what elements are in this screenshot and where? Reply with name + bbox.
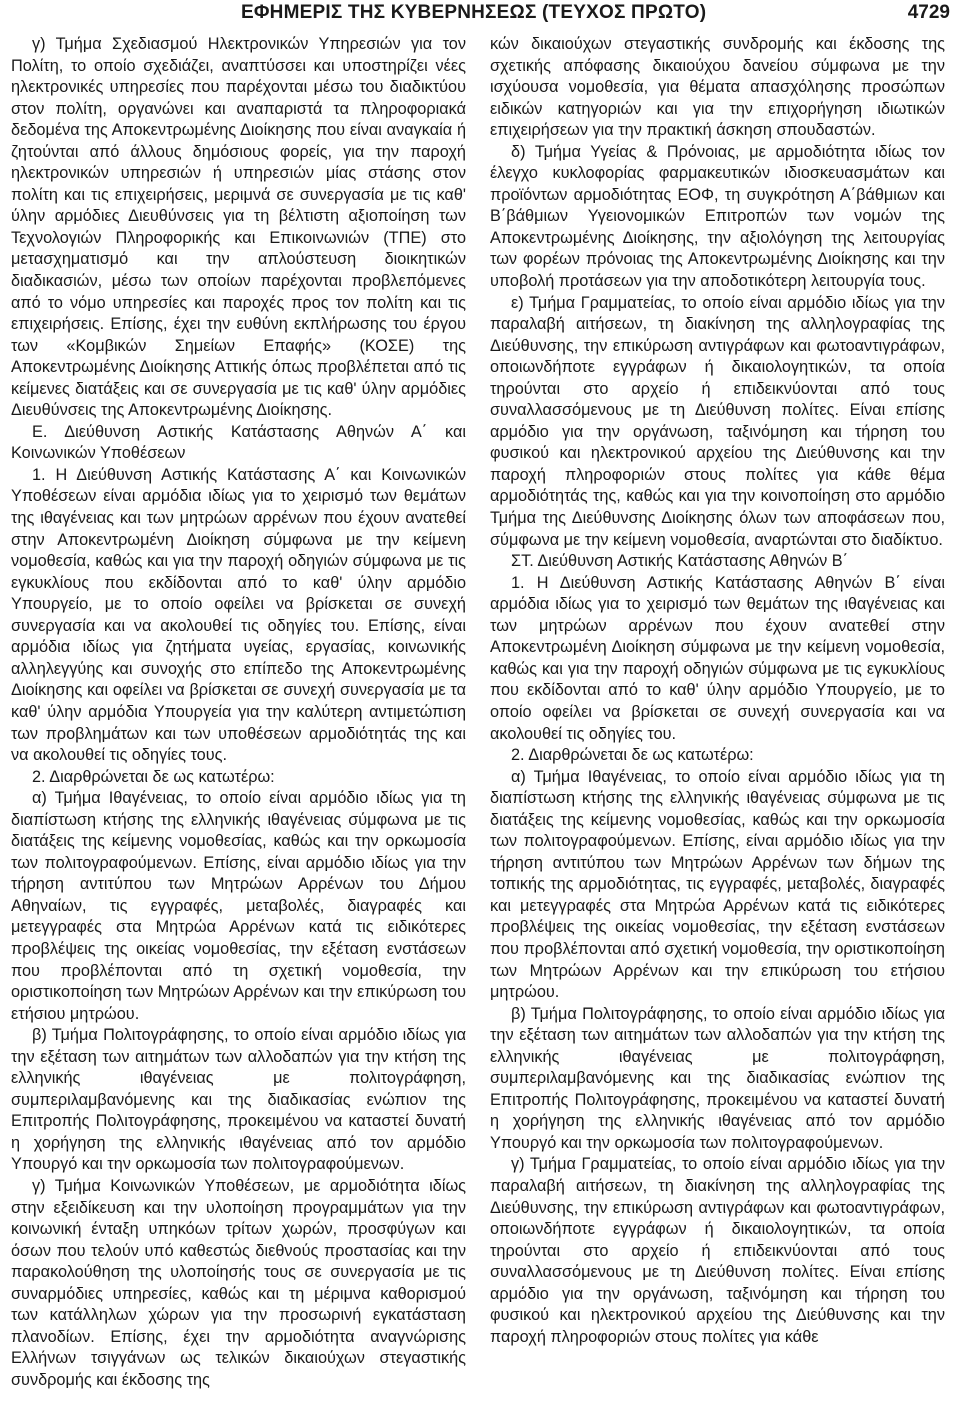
paragraph: 2. Διαρθρώνεται δε ως κατωτέρω: [32, 767, 275, 786]
right-column [490, 34, 945, 1424]
paragraph: α) Τμήμα Ιθαγένειας, το οποίο είναι αρμόδιο ιδίως για τη διαπίστωση κτήσης της ελληνικής ιθαγένειας σύμφωνα με τις διατάξεις της κείμενης νομοθεσίας, καθώς και την ορκωμοσία των πολιτογραφούμενων. Επίσης, είναι αρμόδιο ιδίως για την τήρηση αντιτύπου των Μητρώων Αρρένων του Δήμου Αθηναίων, τις εγγραφές, μεταβολές, διαγραφές και μετεγγραφές στα Μητρώα Αρρένων κατά τις ειδικότερες προβλέψεις της οικείας νομοθεσίας, την εξέταση ενστάσεων που προβλέπονται από τη σχετική νομοθεσία, την οριστικοποίηση των Μητρώων Αρρένων και την επικύρωση του ετήσιου μητρώου. [11, 789, 466, 1023]
paragraph: 1. Η Διεύθυνση Αστικής Κατάστασης Αθηνών Β΄ είναι αρμόδια ιδίως για το χειρισμό των θεμάτων της ιθαγένειας και των μητρώων αρρένων που έχουν ανατεθεί στην Αποκεντρωμένη Διοίκηση σύμφωνα με την κείμενη νομοθεσία, καθώς και για την παροχή οδηγιών σύμφωνα με τις εγκυκλίους που εκδίδονται από το καθ' ύλην αρμόδιο Υπουργείο, με το οποίο οφείλει να βρίσκεται σε συνεχή συνεργασία και να ακολουθεί τις οδηγίες του. [490, 573, 945, 743]
left-column [11, 34, 466, 1424]
paragraph: 1. Η Διεύθυνση Αστικής Κατάστασης Α΄ και Κοινωνικών Υποθέσεων είναι αρμόδια ιδίως για το χειρισμό των θεμάτων της ιθαγένειας και των μητρώων αρρένων που έχουν ανατεθεί στην Αποκεντρωμένη Διοίκηση σύμφωνα με την κείμενη νομοθεσία, καθώς και για την παροχή οδηγιών σύμφωνα με τις εγκυκλίους που εκδίδονται από το καθ' ύλην αρμόδιο Υπουργείο, με το οποίο οφείλει να βρίσκεται σε συνεχή συνεργασία και να ακολουθεί τις οδηγίες του. Επίσης, είναι αρμόδια ιδίως για ζητήματα υγείας, εργασίας, κοινωνικής αλληλεγγύης και συνοχής στο επίπεδο της Αποκεντρωμένης Διοίκησης και οφείλει να βρίσκεται σε συνεχή συνεργασία με τα καθ' ύλην αρμόδια Υπουργεία για την καλύτερη αντιμετώπιση των προβλημάτων και των υποθέσεων αρμοδιότητάς της και να ακολουθεί τις οδηγίες τους. [11, 465, 466, 765]
paragraph: ΣΤ. Διεύθυνση Αστικής Κατάστασης Αθηνών Β΄ [511, 552, 849, 571]
page-header [0, 2, 960, 28]
paragraph: γ) Τμήμα Γραμματείας, το οποίο είναι αρμόδιο ιδίως για την παραλαβή αιτήσεων, τη διακίνηση της αλληλογραφίας της Διεύθυνσης, την επικύρωση αντιγράφων και φωτοαντιγράφων, οποιωνδήποτε εγγράφων ή δικαιολογητικών, τα οποία τηρούνται στο αρχείο ή επιδεικνύονται από τους συναλλασσόμενους με τη Διεύθυνση πολίτες. Είναι επίσης αρμόδιο για την οργάνωση, ταξινόμηση και τήρηση του φυσικού και ηλεκτρονικού αρχείου της Διεύθυνσης και την παροχή πληροφοριών στους πολίτες για κάθε [490, 1155, 945, 1346]
paragraph: α) Τμήμα Ιθαγένειας, το οποίο είναι αρμόδιο ιδίως για τη διαπίστωση κτήσης της ελληνικής ιθαγένειας σύμφωνα με τις διατάξεις της κείμενης νομοθεσίας, καθώς και την ορκωμοσία των πολιτογραφούμενων. Επίσης, είναι αρμόδιο ιδίως για την τήρηση αντιτύπου των Μητρώων Αρρένων των δήμων της τοπικής της αρμοδιότητας, τις εγγραφές, μεταβολές, διαγραφές και μετεγγραφές στα Μητρώα Αρρένων κατά τις ειδικότερες προβλέψεις της οικείας νομοθεσίας, την εξέταση ενστάσεων που προβλέπονται από σχετική νομοθεσία, την οριστικοποίηση των Μητρώων Αρρένων και την επικύρωση του ετήσιου μητρώου. [490, 767, 945, 1002]
paragraph: β) Τμήμα Πολιτογράφησης, το οποίο είναι αρμόδιο ιδίως για την εξέταση των αιτημάτων των αλλοδαπών για την κτήση της ελληνικής ιθαγένειας με πολιτογράφηση, συμπεριλαμβανόμενης και της διαδικασίας ενώπιον της Επιτροπής Πολιτογράφησης, προκειμένου να καταστεί δυνατή η χορήγηση της ελληνικής ιθαγένειας από τον αρμόδιο Υπουργό και την ορκωμοσία των πολιτογραφούμενων. [490, 1004, 945, 1152]
paragraph: γ) Τμήμα Σχεδιασμού Ηλεκτρονικών Υπηρεσιών για τον Πολίτη, το οποίο σχεδιάζει, αναπτύσσει και υποστηρίζει νέες ηλεκτρονικές υπηρεσίες που παρέχονται μέσω του διαδικτύου στον πολίτη, οργανώνει και αναπαριστά τα πληροφοριακά δεδομένα της Αποκεντρωμένης Διοίκησης που είναι αναγκαία ή ζητούνται από άλλους δημόσιους φορείς, για την παροχή ηλεκτρονικών υπηρεσιών ή υπηρεσιών μίας στάσης στον πολίτη και τις επιχειρήσεις, μεριμνά σε συνεργασία με τις καθ' ύλην αρμόδιες Διευθύνσεις για τη βέλτιστη αξιοποίηση των Τεχνολογιών Πληροφορικής και Επικοινωνιών (ΤΠΕ) στο μετασχηματισμό και την απλούστευση διοικητικών διαδικασιών, μέσω των οποίων παρέχονται προβλεπόμενες από το νόμο υπηρεσίες και παροχές προς τον πολίτη και τις επιχειρήσεις. Επίσης, έχει την ευθύνη εκπλήρωσης του έργου των «Κομβικών Σημείων Επαφής» (ΚΟΣΕ) της Αποκεντρωμένης Διοίκησης Αττικής όπως προβλέπεται από τις κείμενες διατάξεις και σε συνεργασία με τις καθ' ύλην αρμόδιες Διευθύνσεις της Αποκεντρωμένης Διοίκησης. [11, 35, 466, 420]
gazette-title: ΕΦΗΜΕΡΙΣ ΤΗΣ ΚΥΒΕΡΝΗΣΕΩΣ (ΤΕΥΧΟΣ ΠΡΩΤΟ) [241, 2, 707, 23]
paragraph: δ) Τμήμα Υγείας & Πρόνοιας, με αρμοδιότητα ιδίως τον έλεγχο κυκλοφορίας φαρμακευτικών ιδιοσκευασμάτων και προϊόντων αρμοδιότητας ΕΟΦ, τη συγκρότηση Α΄βάθμιων και Β΄βάθμιων Υγειονομικών Επιτροπών των νομών της Αποκεντρωμένης Διοίκησης, την αξιολόγηση της λειτουργίας των φορέων πρόνοιας της Αποκεντρωμένης Διοίκησης και την υποβολή προτάσεων για την αποδοτικότερη λειτουργία τους. [490, 142, 945, 291]
paragraph: ε) Τμήμα Γραμματείας, το οποίο είναι αρμόδιο ιδίως για την παραλαβή αιτήσεων, τη διακίνηση της αλληλογραφίας της Διεύθυνσης, την επικύρωση αντιγράφων και φωτοαντιγράφων, οποιωνδήποτε εγγράφων ή δικαιολογητικών, τα οποία τηρούνται στο αρχείο ή επιδεικνύονται από τους συναλλασσόμενους με τη Διεύθυνση πολίτες. Είναι επίσης αρμόδιο για την οργάνωση, ταξινόμηση και τήρηση του φυσικού και ηλεκτρονικού αρχείου της Διεύθυνσης και την παροχή πληροφοριών στους πολίτες για κάθε θέμα αρμοδιότητάς της, καθώς και για την κοινοποίηση στο αρμόδιο Τμήμα της Διεύθυνσης Διοίκησης όλων των αποφάσεων που, σύμφωνα με την κείμενη νομοθεσία, αναρτώνται στο διαδίκτυο. [490, 293, 945, 549]
paragraph: Ε. Διεύθυνση Αστικής Κατάστασης Αθηνών Α΄ και Κοινωνικών Υποθέσεων [11, 422, 466, 463]
paragraph: 2. Διαρθρώνεται δε ως κατωτέρω: [511, 746, 754, 765]
paragraph: κών δικαιούχων στεγαστικής συνδρομής και έκδοσης της σχετικής απόφασης δικαιούχου δανείου σύμφωνα με την ισχύουσα νομοθεσία, για θέματα απασχόλησης προσώπων ειδικών κατηγοριών και για την επιχορήγηση ιδιωτικών επιχειρήσεων για την πρακτική άσκηση σπουδαστών. [490, 35, 945, 140]
paragraph: β) Τμήμα Πολιτογράφησης, το οποίο είναι αρμόδιο ιδίως για την εξέταση των αιτημάτων των αλλοδαπών για την κτήση της ελληνικής ιθαγένειας με πολιτογράφηση, συμπεριλαμβανόμενης και της διαδικασίας ενώπιον της Επιτροπής Πολιτογράφησης, προκειμένου να καταστεί δυνατή η χορήγηση της ελληνικής ιθαγένειας από τον αρμόδιο Υπουργό και την ορκωμοσία των πολιτογραφούμενων. [11, 1026, 466, 1174]
page-number: 4729 [907, 2, 950, 23]
paragraph: γ) Τμήμα Κοινωνικών Υποθέσεων, με αρμοδιότητα ιδίως στην εξειδίκευση και την υλοποίηση προγραμμάτων για την κοινωνική ένταξη υπηκόων τρίτων χωρών, προσφύγων και όσων που τελούν υπό καθεστώς διεθνούς προστασίας και την παρακολούθηση της υλοποίησής τους σε συνεργασία με τις συναρμόδιες υπηρεσίες, καθώς και τη μέριμνα καθορισμού των κατάλληλων χώρων για την προσωρινή εγκατάσταση πλανοδίων. Επίσης, έχει την αρμοδιότητα αναγνώρισης Ελλήνων τσιγγάνων ως τελικών δικαιούχων στεγαστικής συνδρομής και έκδοσης της [11, 1176, 466, 1389]
